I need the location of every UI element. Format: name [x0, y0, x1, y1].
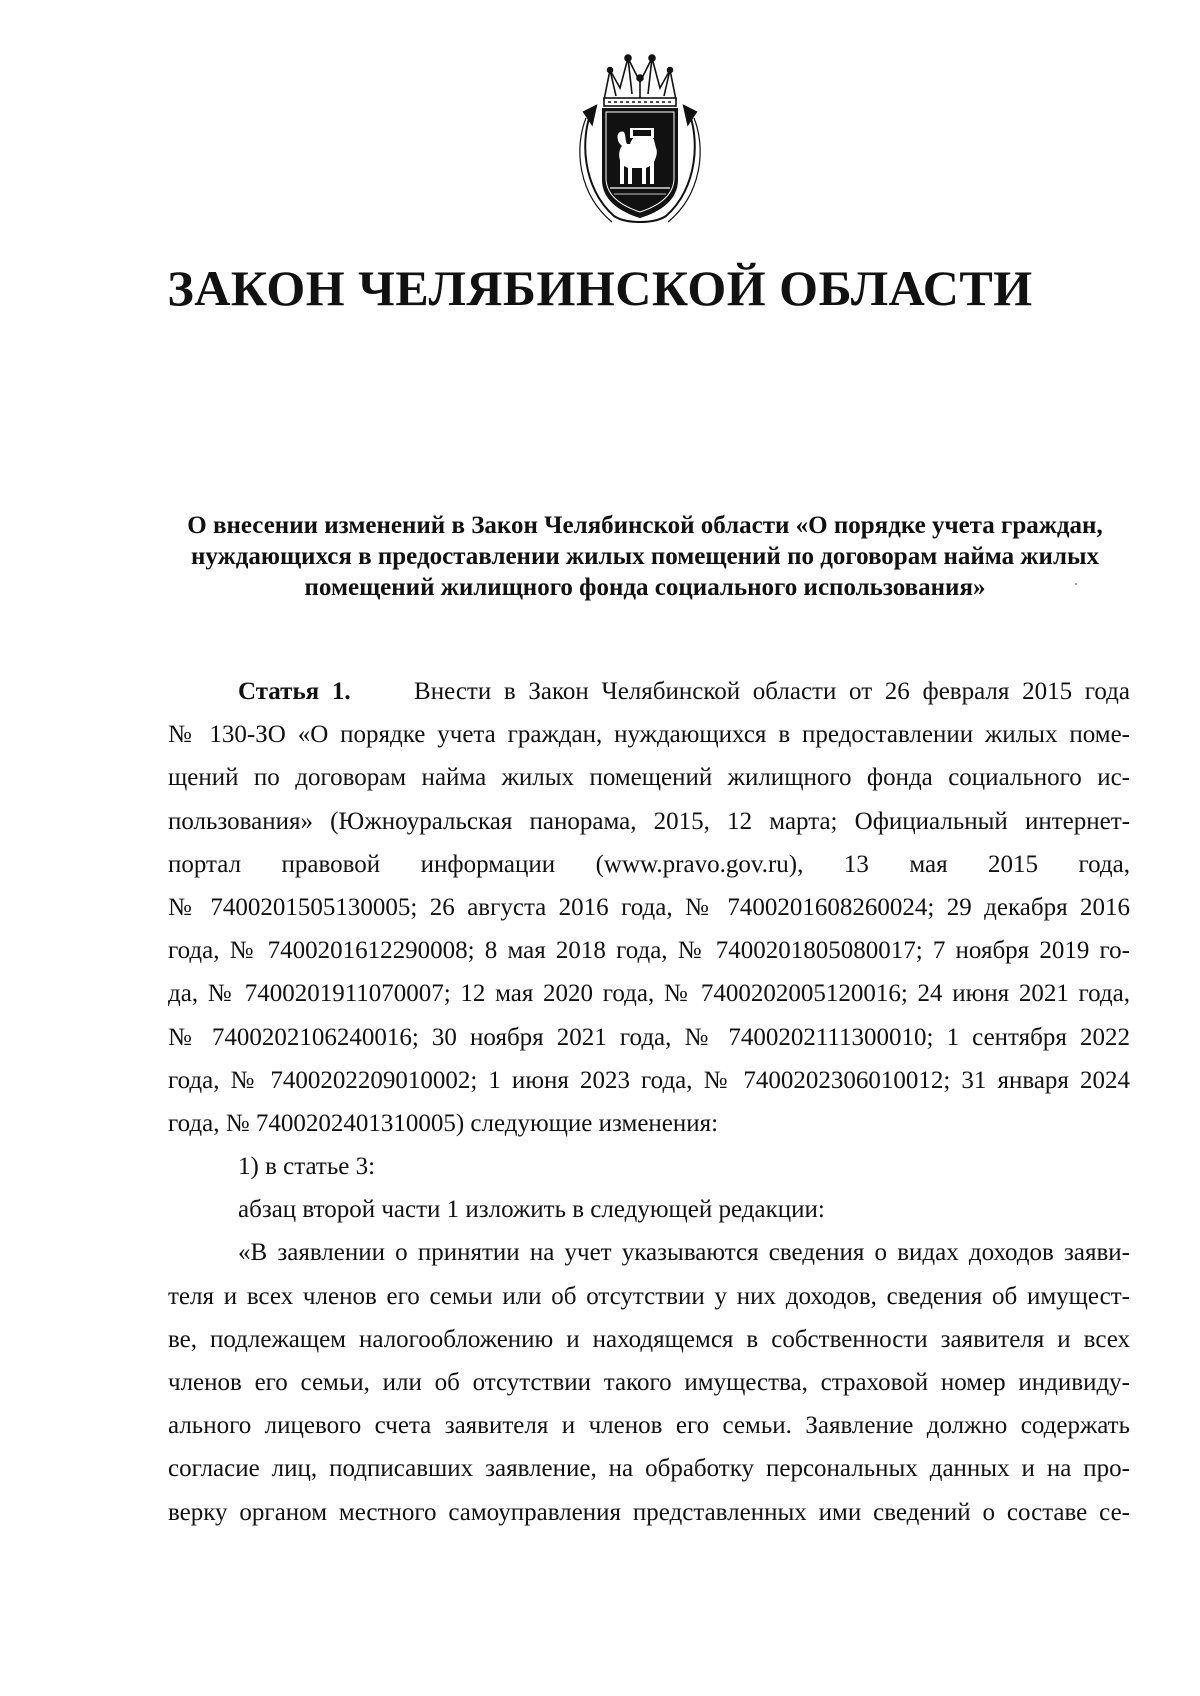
document-title: ЗАКОН ЧЕЛЯБИНСКОЙ ОБЛАСТИ — [167, 260, 1033, 316]
article-line: № 7400202106240016; 30 ноября 2021 года, № 7400202111300010; 1 сентября 2022 — [168, 1023, 1130, 1051]
article-line: портал правовой информации (www.pravo.gov.ru), 13 мая 2015 года, — [168, 850, 1130, 878]
list-item-1-sub: абзац второй части 1 изложить в следующей редакции: — [238, 1196, 825, 1224]
article-line: щений по договорам найма жилых помещений жилищного фонда социального ис- — [168, 764, 1130, 792]
subject-line: нуждающихся в предоставлении жилых помещений по договорам найма жилых — [191, 543, 1099, 570]
article-line: № 130-ЗО «О порядке учета граждан, нуждающихся в предоставлении жилых поме- — [168, 721, 1130, 749]
scan-speck — [1075, 583, 1077, 585]
quote-line: членов его семьи, или об отсутствии такого имущества, страховой номер индивиду- — [168, 1369, 1130, 1396]
quote-line: ального лицевого счета заявителя и членов его семьи. Заявление должно содержать — [168, 1412, 1130, 1440]
quote-line: «В заявлении о принятии на учет указываются сведения о видах доходов заяви- — [238, 1239, 1130, 1267]
article-1-intro: Внести в Закон Челябинской области от 26 февраля 2015 года — [414, 678, 1130, 705]
article-1-body — [168, 670, 1130, 1534]
article-1-first-line — [168, 670, 1130, 713]
shield-icon — [602, 108, 678, 218]
quote-line: согласие лиц, подписавших заявление, на обработку персональных данных и на про- — [168, 1455, 1130, 1483]
list-item-1: 1) в статье 3: — [238, 1153, 376, 1181]
quote-line: ве, подлежащем налогообложению и находящемся в собственности заявителя и всех — [168, 1325, 1130, 1353]
crown-icon — [604, 55, 676, 106]
article-label: Статья 1. — [238, 678, 351, 705]
subject-line: помещений жилищного фонда социального использования» — [304, 574, 986, 601]
article-line: года, № 7400202401310005) следующие изменения: — [168, 1109, 719, 1137]
coat-of-arms-emblem — [570, 48, 710, 228]
subject-line: О внесении изменений в Закон Челябинской области «О порядке учета граждан, — [187, 512, 1103, 539]
article-line: пользования» (Южноуральская панорама, 2015, 12 марта; Официальный интернет- — [168, 807, 1130, 835]
quote-line: теля и всех членов его семьи или об отсутствии у них доходов, сведения об имущест- — [168, 1282, 1130, 1310]
article-line: да, № 7400201911070007; 12 мая 2020 года, № 7400202005120016; 24 июня 2021 года, — [168, 980, 1130, 1008]
law-subject — [150, 510, 1140, 603]
article-line: № 7400201505130005; 26 августа 2016 года, № 7400201608260024; 29 декабря 2016 — [168, 893, 1130, 921]
article-line: года, № 7400201612290008; 8 мая 2018 года, № 7400201805080017; 7 ноября 2019 го- — [168, 937, 1130, 965]
quote-line: верку органом местного самоуправления представленных ими сведений о составе се- — [168, 1498, 1130, 1526]
article-line: года, № 7400202209010002; 1 июня 2023 года, № 7400202306010012; 31 января 2024 — [168, 1066, 1130, 1094]
